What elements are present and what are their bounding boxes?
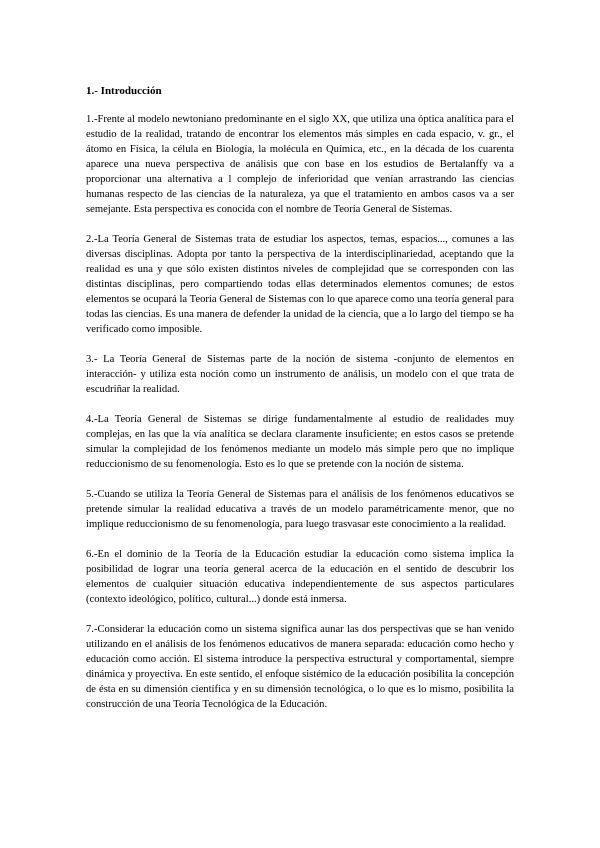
paragraph-5: 5.-Cuando se utiliza la Teoría General de Sistemas para el análisis de los fenómenos educativos se pretende simular la realidad educativa a través de un modelo paramétricamente menor, que no implique reduccionismo de su fenomenología, para luego trasvasar este conocimiento a la realidad. bbox=[86, 489, 514, 530]
paragraph-3: 3.- La Teoría General de Sistemas parte de la noción de sistema -conjunto de elementos en interacción- y utiliza esta noción como un instrumento de análisis, un modelo con el que trata de escudriñar la realidad. bbox=[86, 354, 514, 395]
paragraph-4: 4.-La Teoría General de Sistemas se dirige fundamentalmente al estudio de realidades muy complejas, en las que la vía analítica se declara claramente insuficiente; en estos casos se pretende simular la complejidad de los fenómenos mediante un modelo más simple pero que no implique reduccionismo de su fenomenología. Esto es lo que se pretende con la noción de sistema. bbox=[86, 414, 514, 470]
paragraph-7: 7.-Considerar la educación como un sistema significa aunar las dos perspectivas que se han venido utilizando en el análisis de los fenómenos educativos de manera separada: educación como hecho y educación como acción. El sistema introduce la perspectiva estructural y comportamental, siempre dinámica y proyectiva. En este sentido, el enfoque sistémico de la educación posibilita la concepción de ésta en su dimensión científica y en su dimensión tecnológica, o lo que es lo mismo, posibilita la construcción de una Teoría Tecnológica de la Educación. bbox=[86, 624, 514, 710]
paragraph-6: 6.-En el dominio de la Teoría de la Educación estudiar la educación como sistema implica la posibilidad de lograr una teoría general acerca de la educación en el sentido de descubrir los elementos de cualquier situación educativa independientemente de sus aspectos particulares (contexto ideológico, político, cultural...) donde está inmersa. bbox=[86, 549, 514, 605]
paragraph-1: 1.-Frente al modelo newtoniano predominante en el siglo XX, que utiliza una óptica analítica para el estudio de la realidad, tratando de encontrar los elementos más simples en cada espacio, v. gr., el átomo en Física, la célula en Biología, la molécula en Química, etc., en la década de los cuarenta aparece una nueva perspectiva de análisis que con base en los estudios de Bertalanffy va a proporcionar una alternativa a l complejo de inferioridad que venían arrastrando las ciencias humanas respecto de las ciencias de la naturaleza, ya que el tratamiento en ambos casos va a ser semejante. Esta perspectiva es conocida con el nombre de Teoría General de Sistemas. bbox=[86, 114, 514, 215]
paragraph-2: 2.-La Teoría General de Sistemas trata de estudiar los aspectos, temas, espacios..., comunes a las diversas disciplinas. Adopta por tanto la perspectiva de la interdisciplinariedad, aceptando que la realidad es una y que sólo existen distintos niveles de complejidad que se corresponden con las distintas disciplinas, pero compartiendo todas ellas determinados elementos comunes; de estos elementos se ocupará la Teoría General de Sistemas con lo que aparece como una teoría general para todas las ciencias. Es una manera de defender la unidad de la ciencia, que a lo largo del tiempo se ha verificado como imposible. bbox=[86, 234, 514, 335]
document-page bbox=[86, 84, 514, 727]
section-heading: 1.- Introducción bbox=[86, 85, 162, 97]
